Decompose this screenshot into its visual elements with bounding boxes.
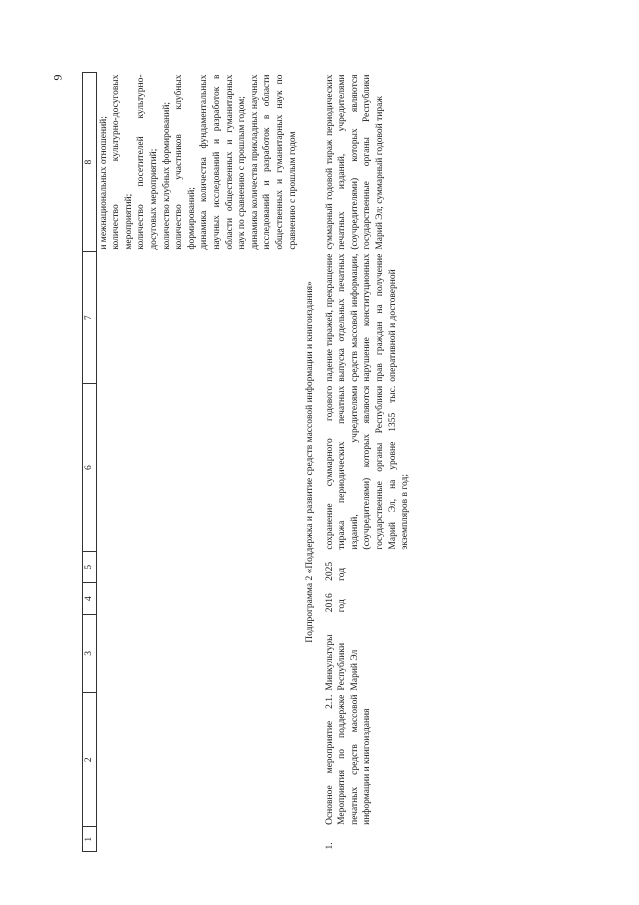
column-number: 3: [83, 614, 97, 692]
expected-result: сохранение суммарного годового тиража периодических печатных изданий, учредителями (соучредителями) которых являются государственные органы Республики Марий Эл, на уровне 1355 тыс. экземпляров в год;: [324, 385, 411, 550]
consequences: падение тиражей, прекращение выпуска отдельных печатных средств массовой информации, нарушение конституционных прав граждан на получение оперативной и достоверной: [324, 253, 398, 382]
column-number: 1: [83, 827, 97, 852]
indicator-line: динамика количества фундаментальных научных исследований и разработок в области общественных и гуманитарных наук по сравнению с прошлым годом;: [199, 74, 248, 250]
column-number: 4: [83, 583, 97, 614]
column-number: 5: [83, 552, 97, 583]
indicator-line: динамика количества прикладных научных исследований и разработок в области общественных и гуманитарных наук по сравнению с прошлым годом: [249, 74, 298, 250]
table-row: [323, 73, 413, 852]
column-number-row: [83, 73, 97, 852]
program-table: [82, 72, 413, 852]
column-number: 6: [83, 384, 97, 552]
indicators-continued-cell: [96, 73, 300, 252]
column-number: 2: [83, 693, 97, 827]
page-number: 9: [50, 74, 65, 81]
column-number: 8: [83, 73, 97, 252]
indicator-line: количество культурно-досуговых мероприятий;: [111, 74, 134, 250]
column-number: 7: [83, 252, 97, 384]
subprogram-title-row: [300, 73, 323, 852]
indicator-line: количество посетителей культурно-досуговых мероприятий;: [136, 74, 159, 250]
subprogram-title: Подпрограмма 2 «Поддержка и развитие средств массовой информации и книгоиздания»: [305, 281, 316, 643]
start-year: 2016 год: [324, 593, 348, 613]
indicators: суммарный годовой тираж периодических печатных изданий, учредителями (соучредителями) которых являются государственные органы Республики Марий Эл; суммарный годовой тираж: [324, 74, 386, 250]
indicator-line: количество участников клубных формирований;: [174, 74, 197, 250]
measure-name: Основное мероприятие 2.1. Мероприятия по поддержке печатных средств массовой информации и книгоиздания: [324, 694, 373, 825]
executor: Минкультуры Республики Марий Эл: [324, 634, 360, 691]
row-number: 1.: [324, 842, 335, 850]
indicator-line: количество клубных формирований;: [161, 101, 172, 250]
indicator-line: и межнациональных отношений;: [98, 116, 109, 250]
continued-row: [96, 73, 300, 852]
end-year: 2025 год: [324, 561, 348, 581]
document-sheet: [82, 72, 522, 852]
